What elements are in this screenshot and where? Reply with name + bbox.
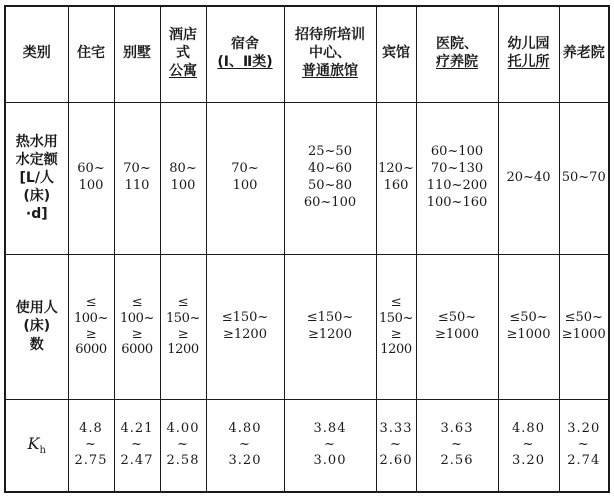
kh-kindergarten — [498, 399, 559, 492]
kh-villa — [114, 399, 160, 492]
kh-dormitory-tilde: ~ — [239, 437, 251, 453]
water-quota-label-line4: (床) — [23, 188, 51, 205]
kh-guesthouse-max: 3.84 — [313, 420, 347, 436]
header-dormitory — [206, 6, 284, 102]
water-quota-dormitory-from: 70~ — [231, 161, 259, 177]
header-hospital — [416, 6, 498, 102]
users-label-line1: 使用人 — [15, 300, 58, 317]
users-hotel-apartment-high: 1200 — [167, 342, 199, 358]
header-guesthouse-line1: 招待所培训 — [295, 27, 365, 44]
kh-kindergarten-tilde: ~ — [522, 437, 535, 453]
users-hotel-apartment-low: 150~ — [165, 310, 201, 326]
water-quota-villa — [114, 102, 160, 254]
kh-hotel-tilde: ~ — [390, 437, 402, 453]
header-category — [5, 6, 68, 102]
users-kindergarten — [498, 254, 559, 399]
kh-hotel-apartment-max: 4.00 — [166, 420, 200, 436]
users-nursing-home-low: ≤50~ — [564, 309, 603, 325]
header-guesthouse-line2: 中心、 — [309, 45, 351, 62]
header-hospital-line1: 医院、 — [436, 36, 478, 53]
kh-hotel-apartment — [160, 399, 206, 492]
users-label-line3: 数 — [29, 336, 44, 353]
header-kindergarten — [498, 6, 559, 102]
water-quota-residential-from: 60~ — [77, 161, 105, 177]
kh-nursing-home-max: 3.20 — [567, 420, 601, 436]
users-row — [5, 254, 609, 399]
users-label-line2: (床) — [23, 318, 51, 335]
users-kindergarten-high: ≥1000 — [506, 326, 551, 342]
header-nursing-home — [559, 6, 609, 102]
users-hotel-low: 150~ — [378, 310, 414, 326]
users-hotel-apartment-le: ≤ — [177, 294, 189, 310]
users-residential — [68, 254, 114, 399]
water-quota-residential — [68, 102, 114, 254]
header-hotel-apartment — [160, 6, 206, 102]
header-guesthouse — [284, 6, 376, 102]
users-dormitory-high: ≥1200 — [223, 326, 267, 342]
kh-dormitory-max: 4.80 — [228, 420, 262, 436]
water-quota-guesthouse-range3: 50~80 — [308, 178, 352, 193]
header-villa-label: 别墅 — [123, 45, 151, 62]
header-villa — [114, 6, 160, 102]
water-quota-guesthouse — [284, 102, 376, 254]
kh-villa-max: 4.21 — [120, 420, 154, 436]
water-quota-label-line2: 水定额 — [15, 151, 58, 168]
water-quota-guesthouse-range1: 25~50 — [308, 144, 352, 160]
users-label — [5, 254, 68, 399]
water-quota-hospital-range1: 60~100 — [430, 144, 484, 160]
users-dormitory-low: ≤150~ — [221, 309, 269, 325]
users-hotel-apartment-ge: ≥ — [177, 326, 189, 342]
water-quota-hospital-range4: 100~160 — [426, 194, 488, 210]
water-quota-hotel — [376, 102, 416, 254]
kh-hotel-apartment-min: 2.58 — [166, 453, 200, 469]
users-villa — [114, 254, 160, 399]
header-dormitory-line2: (Ⅰ、Ⅱ类) — [217, 54, 273, 71]
kh-hospital-max: 3.63 — [440, 420, 474, 436]
kh-symbol-main: K — [27, 433, 40, 453]
kh-hotel-apartment-tilde: ~ — [177, 437, 189, 453]
header-hospital-line2: 疗养院 — [436, 54, 478, 71]
header-guesthouse-line3: 普通旅馆 — [302, 63, 358, 80]
kh-hotel — [376, 399, 416, 492]
users-nursing-home — [559, 254, 609, 399]
users-residential-le: ≤ — [85, 294, 97, 310]
kh-nursing-home-tilde: ~ — [577, 437, 590, 453]
water-quota-hotel-apartment-from: 80~ — [169, 161, 197, 177]
kh-hotel-min: 2.60 — [379, 453, 413, 469]
kh-dormitory — [206, 399, 284, 492]
header-hotel — [376, 6, 416, 102]
water-quota-kindergarten — [498, 102, 559, 254]
kh-residential-tilde: ~ — [85, 437, 97, 453]
kh-kindergarten-min: 3.20 — [512, 453, 545, 469]
users-kindergarten-low: ≤50~ — [509, 309, 548, 325]
users-hospital-low: ≤50~ — [437, 309, 477, 325]
kh-hotel-max: 3.33 — [379, 420, 413, 436]
hot-water-kh-table — [4, 5, 610, 493]
water-quota-nursing-home — [559, 102, 609, 254]
kh-hospital-tilde: ~ — [451, 437, 463, 453]
users-guesthouse-low: ≤150~ — [306, 309, 354, 325]
users-residential-high: 6000 — [75, 342, 107, 358]
kh-symbol — [27, 433, 46, 456]
kh-hospital-min: 2.56 — [440, 453, 474, 469]
header-hotel-apartment-line1: 酒店 — [169, 27, 197, 44]
users-hotel-apartment — [160, 254, 206, 399]
water-quota-hotel-apartment-to: 100 — [170, 178, 196, 193]
water-quota-dormitory — [206, 102, 284, 254]
users-guesthouse — [284, 254, 376, 399]
water-quota-hospital — [416, 102, 498, 254]
users-residential-low: 100~ — [73, 310, 109, 326]
kh-label — [5, 399, 68, 492]
kh-kindergarten-max: 4.80 — [512, 420, 545, 436]
users-nursing-home-high: ≥1000 — [561, 326, 606, 342]
users-guesthouse-high: ≥1200 — [308, 326, 352, 342]
users-villa-low: 100~ — [119, 310, 155, 326]
kh-nursing-home — [559, 399, 609, 492]
header-hotel-apartment-line3: 公寓 — [169, 63, 197, 80]
header-dormitory-line1: 宿舍 — [231, 36, 259, 53]
header-category-label: 类别 — [22, 45, 51, 62]
users-villa-high: 6000 — [121, 342, 153, 358]
header-hotel-label: 宾馆 — [382, 45, 410, 62]
water-quota-label-line5: ·d] — [25, 206, 48, 223]
water-quota-dormitory-to: 100 — [232, 178, 258, 193]
users-hotel-le: ≤ — [390, 294, 402, 310]
header-kindergarten-line2: 托儿所 — [507, 54, 550, 71]
header-nursing-home-label: 养老院 — [562, 45, 605, 62]
header-residential-label: 住宅 — [77, 45, 105, 62]
water-quota-residential-to: 100 — [78, 178, 104, 193]
water-quota-villa-from: 70~ — [123, 161, 151, 177]
water-quota-hospital-range3: 110~200 — [426, 178, 488, 193]
kh-guesthouse-tilde: ~ — [324, 437, 336, 453]
water-quota-hotel-apartment — [160, 102, 206, 254]
water-quota-hospital-range2: 70~130 — [430, 161, 484, 177]
users-hotel-high: 1200 — [380, 342, 412, 358]
water-quota-guesthouse-range4: 60~100 — [303, 194, 357, 210]
water-quota-label-line3: [L/人 — [19, 169, 54, 186]
users-hospital-high: ≥1000 — [435, 326, 479, 342]
users-dormitory — [206, 254, 284, 399]
header-residential — [68, 6, 114, 102]
kh-guesthouse-min: 3.00 — [313, 453, 347, 469]
kh-villa-min: 2.47 — [120, 453, 154, 469]
header-row — [5, 6, 609, 102]
water-quota-nursing-home-range: 50~70 — [561, 169, 606, 185]
water-quota-kindergarten-range: 20~40 — [506, 169, 551, 185]
kh-residential-max: 4.8 — [79, 420, 103, 436]
kh-hospital — [416, 399, 498, 492]
water-quota-hotel-to: 160 — [383, 178, 409, 193]
water-quota-label-line1: 热水用 — [15, 133, 58, 150]
users-residential-ge: ≥ — [85, 326, 97, 342]
users-hospital — [416, 254, 498, 399]
users-villa-le: ≤ — [131, 294, 143, 310]
water-quota-row — [5, 102, 609, 254]
kh-villa-tilde: ~ — [131, 437, 143, 453]
kh-dormitory-min: 3.20 — [228, 453, 262, 469]
water-quota-villa-to: 110 — [124, 178, 150, 193]
kh-symbol-sub: h — [39, 444, 46, 456]
kh-guesthouse — [284, 399, 376, 492]
water-quota-guesthouse-range2: 40~60 — [308, 161, 352, 177]
kh-nursing-home-min: 2.74 — [567, 453, 601, 469]
water-quota-label — [5, 102, 68, 254]
kh-row — [5, 399, 609, 492]
water-quota-hotel-from: 120~ — [378, 161, 414, 177]
kh-residential-min: 2.75 — [74, 453, 108, 469]
users-villa-ge: ≥ — [131, 326, 143, 342]
kh-residential — [68, 399, 114, 492]
header-hotel-apartment-line2: 式 — [176, 45, 190, 62]
users-hotel — [376, 254, 416, 399]
header-kindergarten-line1: 幼儿园 — [507, 36, 550, 53]
users-hotel-ge: ≥ — [390, 326, 402, 342]
